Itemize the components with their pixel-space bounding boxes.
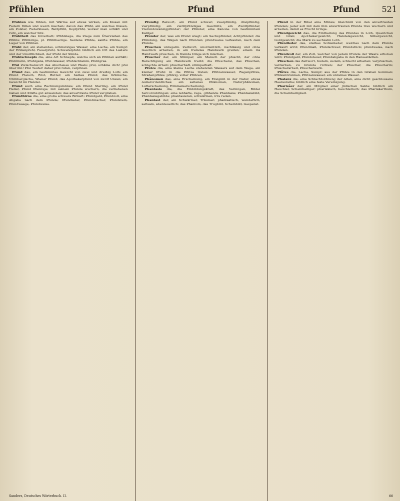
page-number: 521	[381, 5, 397, 14]
column-middle	[135, 21, 261, 501]
entry-text: das Unterbett; Pfühlziege, die Ziege zum Überziehen des Pfühls; Pfühlzüge, pl. Pfühlbezüge. Seidene Pfühle, sanfte Pfühle, ein Lager von Pfühlen.	[9, 34, 128, 46]
entry-text: Zwischenwort des Abscheues und Ekels; pfui, schäme dich! pfui über ihn! Pfui Teufel! daher pfui rufen, verpfuien.	[9, 62, 128, 71]
dictionary-entry	[9, 71, 128, 85]
entry-text: der, ein Mitglied einer jüdischen Sekte; bildlich ein Heuchler, Scheinheiliger; pharisäisch, heuchlerisch; das Pharisäerthum, die Scheinheiligkeit.	[274, 83, 394, 95]
entry-text: die, eine kleine Lache stehenden Wassers auf dem Wege, ein kleiner Pfuhl; in die Pfütze treten; Pfützenwasser, Regenpfütze, Straßenpfütze; pfützig, voller Pfützen.	[141, 66, 261, 78]
entry-lemma: Pfuhlschnepfe	[12, 55, 38, 60]
entry-lemma: Phalanx	[277, 76, 292, 81]
entry-lemma: Pfünder	[144, 34, 159, 39]
running-header	[9, 4, 397, 18]
entry-text: der, ein Zoll, welcher von jedem Pfunde der Waare erhoben wird; Pfundgeld, Pfundsteuer, Pfundabgabe in den Hansestädten.	[274, 51, 394, 60]
entry-lemma: Pfuhl	[12, 44, 22, 49]
entry-text: das Zeitwort, hudeln, sudeln, schlecht arbeiten; verpfuschen, verderben, zu Grunde richten; der Pfuscher, die Pfuscherin; Pfuscherarbeit, Pfuscherwerk.	[274, 59, 394, 71]
header-right-word: Pfund	[333, 4, 360, 14]
page-footer	[9, 494, 393, 498]
entry-lemma: Pfundzoll	[277, 51, 295, 56]
dictionary-entry	[274, 85, 393, 96]
footer-signature: Sanders, Deutsches Wörterbuch. II.	[9, 494, 67, 498]
entry-lemma: Pfuschen	[144, 44, 161, 49]
entry-text: der, ein Schwärmer, Träumer; phantastisch, wunderlich, seltsam, abenteuerlich; das Phantom, das Trugbild, Scheinbild, Gespenst.	[141, 98, 261, 106]
dictionary-entry	[142, 99, 261, 106]
entry-lemma: Pfundgewicht	[277, 30, 302, 35]
entry-lemma: Pfütze	[277, 69, 289, 74]
entry-lemma: Pfuschen	[277, 59, 294, 64]
entry-text: das, ein bestimmtes Gewicht von zwei und dreißig Loth; ein Pfund Fleisch, Brot, Butter; ein halbes Pfund; das Kölnische, Nürnbergische, Wiener Pfund; das Apothekerpfund von zwölf Unzen; ein Gewicht im Handel.	[9, 69, 128, 85]
entry-lemma: Phänomen	[144, 76, 164, 81]
text-columns	[9, 21, 393, 501]
entry-text: der, ein stehendes, schmutziges Wasser, eine Lache, ein Sumpf; der Höllenpfuhl, Feuerpfuhl, Schwefelpfuhl; bildlich ein Ort des Lasters und der Unsittlichkeit, der Pfuhl der Sünde.	[9, 44, 128, 56]
header-left-word: Pfühlen	[9, 4, 45, 14]
entry-lemma: Pfui	[12, 62, 20, 67]
entry-text: der, was ein Pfund wiegt; ein Sechspfünder, Achtpfünder; die Pfündung, das Wägen nach Pfunden; pfundweise verkaufen, nach dem Pfunde.	[141, 34, 261, 46]
entry-lemma: Pfühlen	[12, 21, 26, 24]
header-right	[333, 4, 397, 14]
entry-text: die, eine Schlachtordnung der Alten, eine dicht geschlossene Heeresreihe; bildlich eine feste Vereinigung.	[274, 76, 394, 85]
entry-lemma: Pfühlbett	[12, 34, 29, 39]
header-middle-word: Pfund	[187, 4, 215, 14]
entry-lemma: Phantasie	[144, 87, 163, 92]
entry-text: die, eine Art Schnepfe, welche sich an Pfühlen aufhält; Pfuhlhuhn, Pfuhlgans, Pfuhlwasser, Pfuhlschlamm, Pfuhlgras.	[9, 55, 128, 64]
entry-lemma: Pfütze	[144, 66, 156, 71]
entry-text: die, eine große schwere Birnart; Pfundgeld, Pfundzoll, eine Abgabe nach dem Pfunde; Pfundleder, Pfundmacher, Pfundstein, Pfundwaage, Pfundweise.	[9, 94, 128, 106]
entry-lemma: Pfündig	[144, 21, 159, 24]
entry-text: die, die Einbildungskraft, das Vermögen, Bilder hervorzubringen; eine lebhafte, rege, glühende Phantasie; Phantasiebild, Phantasiegebilde; phantasieren, schwärmen, irre reden.	[141, 87, 261, 99]
entry-text: Beiwort, ein Pfund schwer; zweipfündig, dreipfündig, vierpfündig; ein zwölfpfündiges Geschütz, ein Zwölfpfünder, Vierundzwanzigpfünder; der Pfünder, eine Kanone von bestimmtem Kaliber.	[141, 21, 261, 35]
entry-text: in der Bibel eine Münze; Gleichniß von den anvertrauten Pfunden; jeder soll mit dem ihm anvertrauten Pfunde treu wuchern und arbeiten, damit es Frucht bringe.	[274, 21, 394, 32]
entry-lemma: Pfund	[12, 83, 23, 88]
dictionary-entry	[9, 95, 128, 106]
entry-lemma: Phantast	[144, 98, 161, 103]
entry-text: das, die Eintheilung des Pfundes in Loth, Quentchen und Gran; Apothekergewicht, Handelsgewicht, Silbergewicht, Goldgewicht; die Mark zu sechzehn Loth.	[274, 30, 394, 42]
entry-lemma: Pfundbirne	[12, 94, 32, 99]
entry-text: auch eine Rechnungsmünze; ein Pfund Sterling, ein Pfund Heller, Pfund Pfennige; mit seinem Pfunde wuchern, die verliehenen Gaben und Kräfte gut anwenden; das anvertraute Pfund vergraben.	[9, 83, 128, 95]
entry-text: die, Lache, Sumpf; aus der Pfütze in den Graben kommen; Pfützenbrunnen, Pfützenwasser, ein unreines Wasser.	[274, 69, 394, 78]
entry-lemma: Pfundleder	[277, 41, 297, 46]
entry-text: das, starkes Sohlenleder, welches nach dem Pfunde verkauft wird; Pfundmaß, Pfundschwer, Pfundstück; pfundweise, nach Pfunden.	[274, 41, 394, 53]
entry-lemma: Pfund	[12, 69, 23, 74]
column-right	[267, 21, 393, 501]
column-left	[9, 21, 128, 501]
entry-lemma: Pfuscher	[144, 55, 161, 60]
entry-text: unregelm. Zeitwort, unordentlich, nachlässig und ohne Geschick arbeiten, in ein fremdes Handwerk greifen; einem ins Handwerk pfuschen, in fremde Dinge sich mischen.	[141, 44, 261, 56]
dictionary-entry	[142, 21, 261, 35]
entry-text: wie fühlen, mit Wärme auf etwas wirken, ein Kissen mit Federn füllen und weich machen; davon das Pfühl, ein weiches Kissen, ein Polster, Federkissen, Bettpfühl, Kopfpfühl, worauf man schläft und ruht, ein weicher Sitz.	[9, 21, 128, 35]
entry-lemma: Pfund	[277, 21, 288, 24]
entry-text: das, eine Erscheinung, ein Ereigniß in der Natur, etwas Außerordentliches; ein seltenes Phänomen, Naturphänomen, Lufterscheinung, Himmelserscheinung.	[141, 76, 261, 88]
entry-text: der, ein Stümper, ein Mensch der pfuscht, der ohne Berechtigung ein Handwerk treibt; die Pfuscherei, das Pfuschen, schlechte Arbeit; pfuscherhaft, stümperhaft.	[141, 55, 261, 67]
entry-lemma: Pharisäer	[277, 83, 295, 88]
footer-sheet-number: 66	[388, 494, 393, 498]
